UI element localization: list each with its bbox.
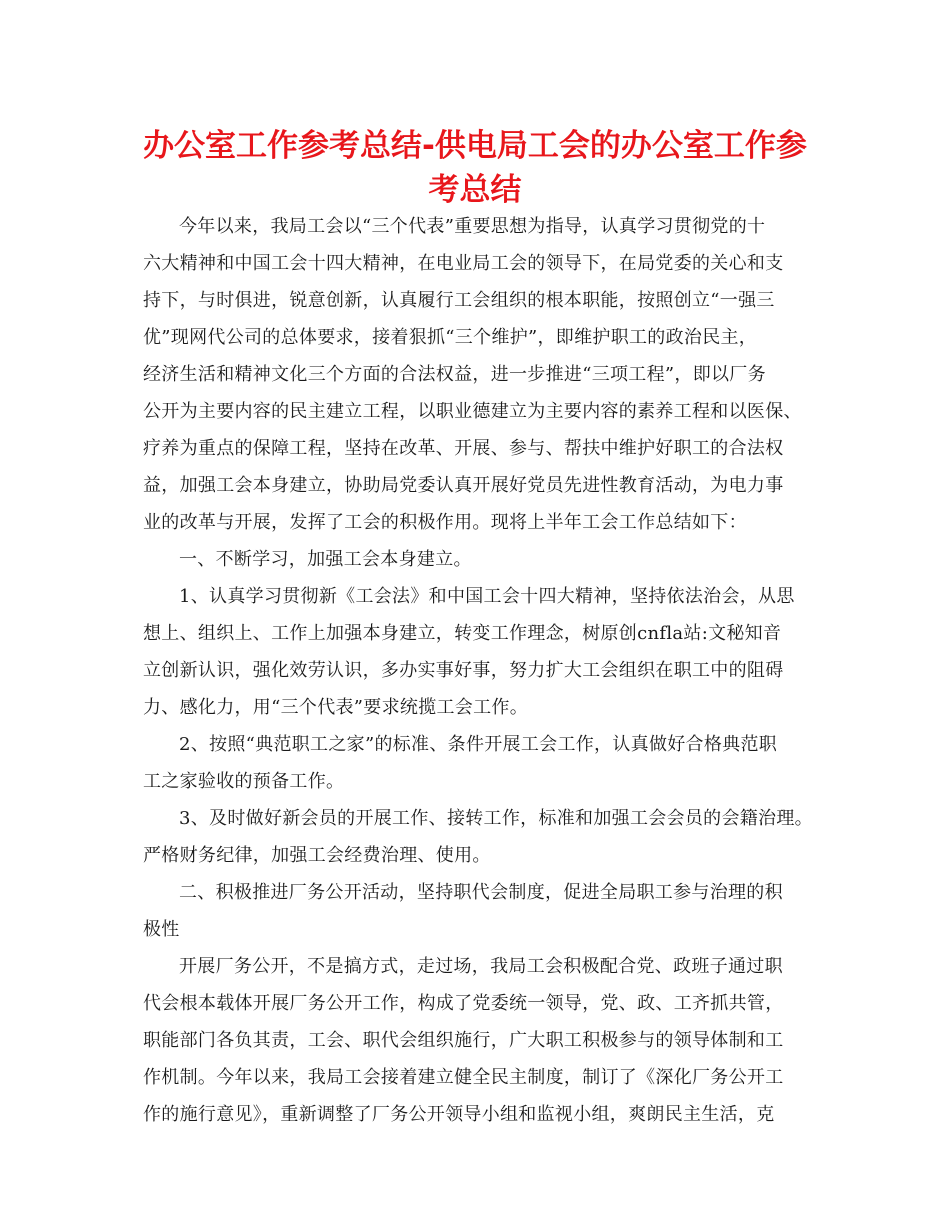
body-text-line: 立创新认识，强化效劳认识，多办实事好事，努力扩大工会组织在职工中的阻碍	[143, 660, 784, 681]
document-title-line-2: 考总结	[428, 172, 522, 208]
section-heading-2: 二、积极推进厂务公开活动，坚持职代会制度，促进全局职工参与治理的积	[179, 882, 783, 903]
body-text-line: 想上、组织上、工作上加强本身建立，转变工作理念，树原创cnfla站:文秘知音	[143, 623, 782, 644]
body-text-line: 持下，与时俱进，锐意创新，认真履行工会组织的根本职能，按照创立“一强三	[143, 290, 775, 311]
body-text-line: 严格财务纪律，加强工会经费治理、使用。	[143, 845, 491, 866]
body-text-line: 力、感化力，用“三个代表”要求统揽工会工作。	[143, 697, 529, 718]
body-text-line: 1、认真学习贯彻新《工会法》和中国工会十四大精神，坚持依法治会，从思	[179, 586, 795, 607]
body-text-line: 六大精神和中国工会十四大精神，在电业局工会的领导下，在局党委的关心和支	[143, 253, 784, 274]
body-text-line: 公开为主要内容的民主建立工程，以职业德建立为主要内容的素养工程和以医保、	[143, 401, 802, 422]
body-text-line: 2、按照“典范职工之家”的标准、条件开展工会工作，认真做好合格典范职	[179, 734, 778, 755]
section-heading-2-continued: 极性	[143, 919, 180, 940]
body-text-line: 职能部门各负其责，工会、职代会组织施行，广大职工积极参与的领导体制和工	[143, 1030, 784, 1051]
body-text-line: 作的施行意见》，重新调整了厂务公开领导小组和监视小组，爽朗民主生活，克	[143, 1104, 775, 1125]
body-text-line: 益，加强工会本身建立，协助局党委认真开展好党员先进性教育活动，为电力事	[143, 475, 784, 496]
body-text-line: 今年以来，我局工会以“三个代表”重要思想为指导，认真学习贯彻党的十	[179, 216, 766, 237]
body-text-line: 工之家验收的预备工作。	[143, 771, 345, 792]
body-text-line: 开展厂务公开，不是搞方式，走过场，我局工会积极配合党、政班子通过职	[179, 956, 783, 977]
document-title-line-1: 办公室工作参考总结-供电局工会的办公室工作参	[143, 128, 807, 164]
body-text-line: 疗养为重点的保障工程，坚持在改革、开展、参与、帮扶中维护好职工的合法权	[143, 438, 784, 459]
body-text-line: 3、及时做好新会员的开展工作、接转工作，标准和加强工会会员的会籍治理。	[179, 808, 813, 829]
body-text-line: 作机制。今年以来，我局工会接着建立健全民主制度，制订了《深化厂务公开工	[143, 1067, 784, 1088]
section-heading-1: 一、不断学习，加强工会本身建立。	[179, 549, 472, 570]
body-text-line: 代会根本载体开展厂务公开工作，构成了党委统一领导，党、政、工齐抓共管，	[143, 993, 784, 1014]
body-text-line: 优”现网代公司的总体要求，接着狠抓“三个维护”，即维护职工的政治民主，	[143, 327, 758, 348]
body-text-line: 经济生活和精神文化三个方面的合法权益，进一步推进“三项工程”，即以厂务	[143, 364, 766, 385]
body-text-line: 业的改革与开展，发挥了工会的积极作用。现将上半年工会工作总结如下：	[143, 512, 747, 533]
